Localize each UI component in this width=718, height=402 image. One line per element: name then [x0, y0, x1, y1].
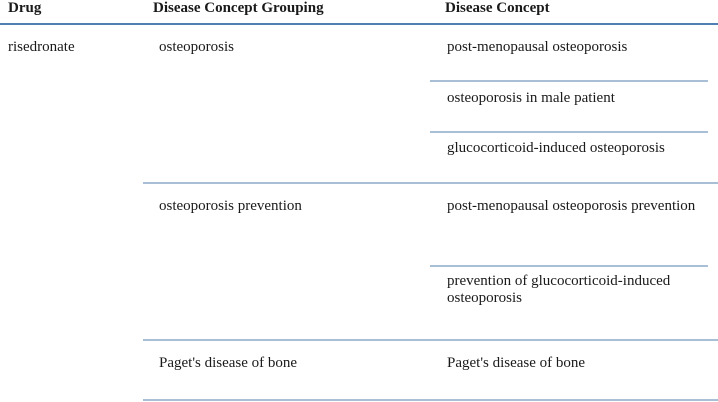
grouping-osteoporosis-prevention: osteoporosis prevention: [159, 198, 302, 214]
concept-pagets-disease-of-bone: Paget's disease of bone: [447, 355, 586, 371]
concept-osteoporosis-in-male-patient: osteoporosis in male patient: [447, 90, 615, 106]
header-disease-concept-grouping: Disease Concept Grouping: [153, 0, 324, 16]
concept-post-menopausal-osteoporosis-prevention: post-menopausal osteoporosis prevention: [447, 198, 696, 214]
drug-name: risedronate: [8, 39, 75, 55]
concept-prevention-of-glucocorticoid-induced-osteoporosis: prevention of glucocorticoid-induced osteoporosis: [447, 273, 671, 306]
group-divider: [143, 399, 718, 401]
concept-divider: [430, 80, 708, 82]
header-disease-concept: Disease Concept: [445, 0, 550, 16]
grouping-osteoporosis: osteoporosis: [159, 39, 234, 55]
grouping-pagets-disease-of-bone: Paget's disease of bone: [159, 355, 298, 371]
concept-post-menopausal-osteoporosis: post-menopausal osteoporosis: [447, 39, 628, 55]
header-divider: [0, 23, 718, 25]
concept-divider: [430, 265, 708, 267]
concept-divider: [430, 131, 708, 133]
group-divider: [143, 182, 718, 184]
group-divider: [143, 339, 718, 341]
header-drug: Drug: [8, 0, 42, 16]
concept-glucocorticoid-induced-osteoporosis: glucocorticoid-induced osteoporosis: [447, 140, 665, 156]
